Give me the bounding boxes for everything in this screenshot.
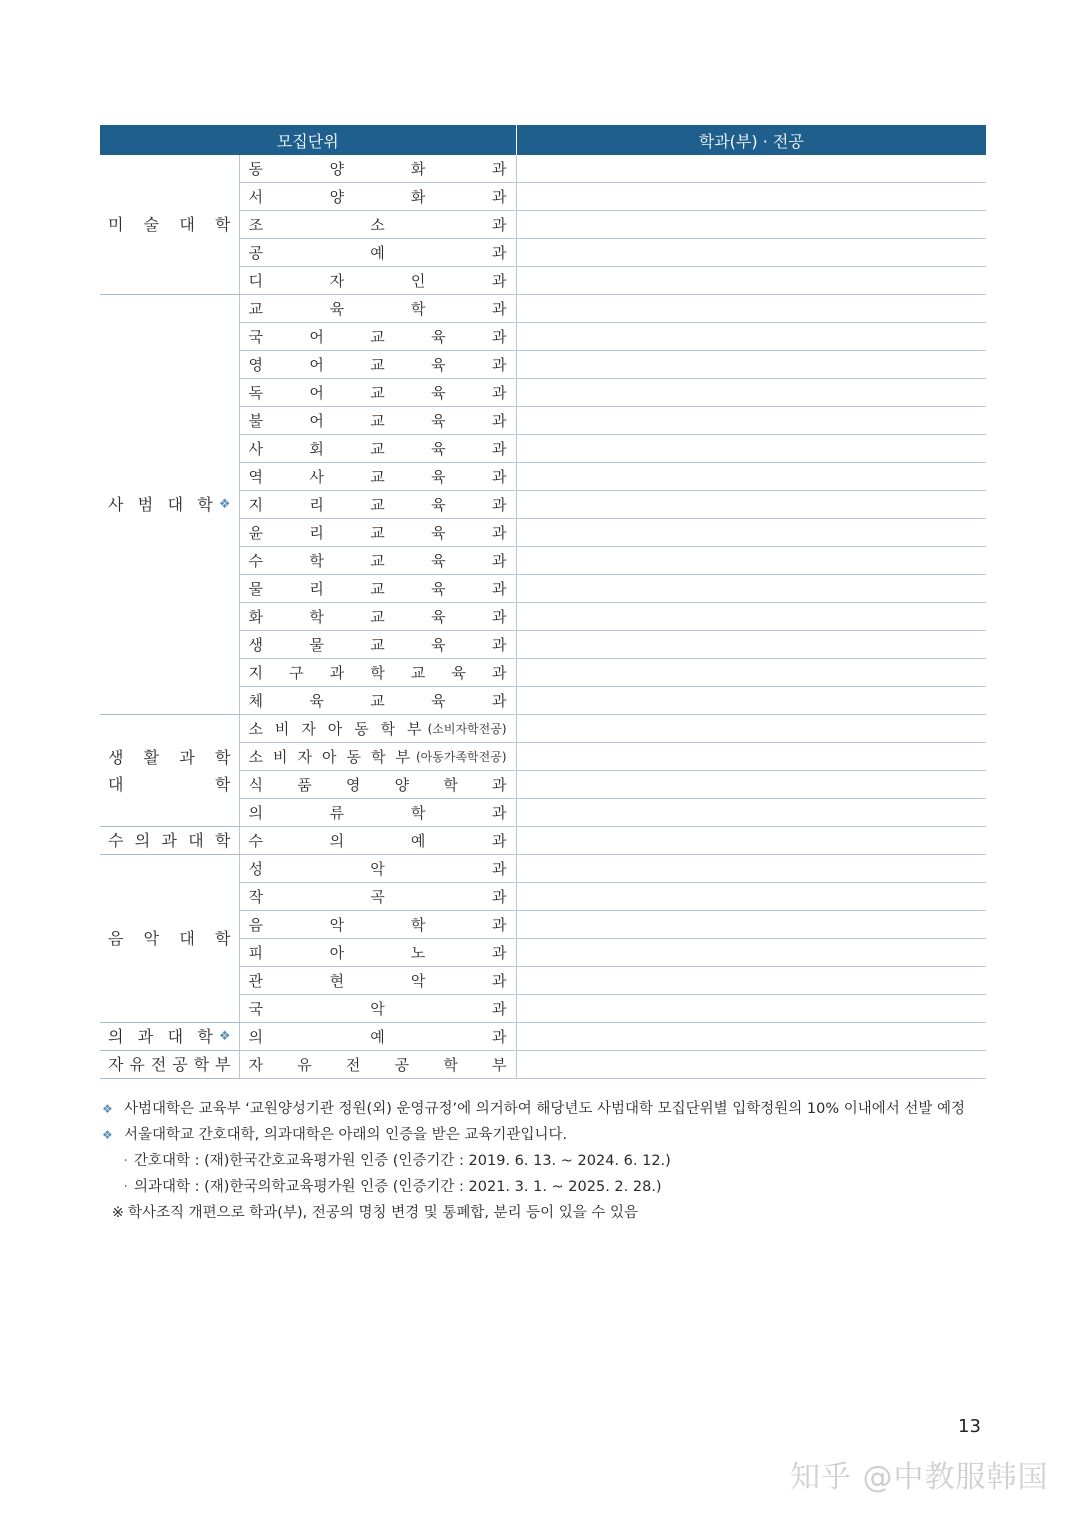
department-cell [239,435,516,463]
department-cell [239,603,516,631]
department-name: 음 악 학 과 [248,916,507,934]
college-name: 의 과 대 학 [108,1027,213,1046]
middle-dot-icon: · [123,1179,128,1195]
note-2-sub-2-text: 의과대학 : (재)한국의학교육평가원 인증 (인증기간 : 2021. 3. 1. ~ 2025. 2. 28.) [134,1179,662,1195]
department-name: 서 양 화 과 [248,188,507,206]
college-cell [100,155,239,295]
table-row [100,295,986,323]
major-cell [516,659,986,687]
college-name: 미 술 대 학 [108,215,231,234]
major-cell [516,267,986,295]
college-name: 수 의 과 대 학 [108,831,231,850]
department-cell [239,463,516,491]
department-name: 화 학 교 육 과 [248,608,507,626]
department-name [249,746,507,767]
note-2-sub-2 [102,1174,1002,1200]
major-cell [516,575,986,603]
table-row [100,855,986,883]
major-cell [516,603,986,631]
college-cell [100,827,239,855]
department-cell [239,491,516,519]
department-name: 지 구 과 학 교 육 과 [248,664,507,682]
department-cell [239,715,516,743]
department-cell [239,155,516,183]
department-cell [239,267,516,295]
table-row [100,827,986,855]
major-cell [516,827,986,855]
major-cell [516,379,986,407]
major-cell [516,463,986,491]
department-cell [239,407,516,435]
major-cell [516,883,986,911]
college-name [108,744,231,798]
department-name: 피 아 노 과 [248,944,507,962]
department-cell [239,995,516,1023]
department-cell [239,659,516,687]
major-cell [516,491,986,519]
table-header-row [100,125,986,155]
college-name-row [108,491,231,518]
note-2-sub-1-text: 간호대학 : (재)한국간호교육평가원 인증 (인증기간 : 2019. 6. 13. ~ 2024. 6. 12.) [134,1153,671,1169]
table-row [100,1023,986,1051]
college-name-row [108,827,231,854]
note-2-text: 서울대학교 간호대학, 의과대학은 아래의 인증을 받은 교육기관입니다. [124,1127,568,1143]
department-name: 동 양 화 과 [248,160,507,178]
major-cell [516,435,986,463]
college-cell [100,1051,239,1079]
department-cell [239,1051,516,1079]
college-name-line-1: 생 활 과 학 [108,747,231,767]
major-cell [516,1023,986,1051]
page-number: 13 [958,1416,981,1437]
major-cell [516,799,986,827]
major-cell [516,687,986,715]
diamond-mark-icon: ❖ [218,497,231,512]
department-cell [239,743,516,771]
department-name: 영 어 교 육 과 [248,356,507,374]
table-row [100,715,986,743]
college-name-row [108,1051,231,1078]
middle-dot-icon: · [123,1153,128,1169]
department-name: 역 사 교 육 과 [248,468,507,486]
department-cell [239,239,516,267]
department-cell [239,1023,516,1051]
department-cell [239,211,516,239]
major-cell [516,183,986,211]
college-name: 음 악 대 학 [108,929,231,948]
department-name: 사 회 교 육 과 [248,440,507,458]
table-row [100,1051,986,1079]
department-name: 의 예 과 [248,1028,507,1046]
header-major: 학과(부) · 전공 [516,125,986,155]
note-2 [102,1122,1002,1148]
college-name-row [108,1023,231,1050]
major-cell [516,155,986,183]
college-name: 사 범 대 학 [108,495,213,514]
department-track: (소비자학전공) [427,722,507,736]
department-name: 불 어 교 육 과 [248,412,507,430]
department-name: 수 의 예 과 [248,832,507,850]
department-name: 작 곡 과 [248,888,507,906]
department-name: 조 소 과 [248,216,507,234]
major-cell [516,631,986,659]
header-unit: 모집단위 [100,125,516,155]
major-cell [516,771,986,799]
college-cell [100,295,239,715]
major-cell [516,295,986,323]
note-1-text: 사범대학은 교육부 ‘교원양성기관 정원(외) 운영규정’에 의거하여 해당년도 사범대학 모집단위별 입학정원의 10% 이내에서 선발 예정 [124,1101,966,1117]
department-cell [239,295,516,323]
department-track: (아동가족학전공) [416,750,507,764]
department-name: 자 유 전 공 학 부 [248,1056,507,1074]
department-cell [239,911,516,939]
watermark: 知乎 @中教服韩国 [790,1460,1049,1495]
college-name-row [108,925,231,952]
note-2-sub-1 [102,1148,1002,1174]
note-3 [102,1200,1002,1226]
department-name: 체 육 교 육 과 [248,692,507,710]
major-cell [516,351,986,379]
department-cell [239,575,516,603]
diamond-bullet-icon: ❖ [102,1102,113,1116]
department-name: 공 예 과 [248,244,507,262]
department-name: 성 악 과 [248,860,507,878]
major-cell [516,519,986,547]
department-name: 수 학 교 육 과 [248,552,507,570]
department-name: 식 품 영 양 학 과 [248,776,507,794]
department-cell [239,519,516,547]
department-name [249,718,507,739]
major-cell [516,239,986,267]
diamond-mark-icon: ❖ [218,1029,231,1044]
department-cell [239,687,516,715]
college-name-line-2: 대 학 [108,774,231,794]
college-cell [100,855,239,1023]
department-cell [239,827,516,855]
major-cell [516,1051,986,1079]
college-cell [100,1023,239,1051]
major-cell [516,967,986,995]
major-cell [516,715,986,743]
note-1 [102,1096,1002,1122]
department-main: 소 비 자 아 동 학 부 [248,720,422,738]
department-cell [239,771,516,799]
department-cell [239,547,516,575]
major-cell [516,855,986,883]
diamond-bullet-icon: ❖ [102,1128,113,1142]
major-cell [516,939,986,967]
major-cell [516,323,986,351]
department-name: 국 악 과 [248,1000,507,1018]
table-row [100,155,986,183]
admission-unit-table [100,125,986,1079]
major-cell [516,743,986,771]
department-cell [239,323,516,351]
department-name: 윤 리 교 육 과 [248,524,507,542]
department-name: 국 어 교 육 과 [248,328,507,346]
department-cell [239,855,516,883]
department-cell [239,379,516,407]
department-name: 디 자 인 과 [248,272,507,290]
department-name: 독 어 교 육 과 [248,384,507,402]
department-name: 지 리 교 육 과 [248,496,507,514]
reference-mark-icon: ※ [111,1205,124,1221]
college-cell [100,715,239,827]
department-cell [239,799,516,827]
department-name: 물 리 교 육 과 [248,580,507,598]
major-cell [516,995,986,1023]
major-cell [516,407,986,435]
department-name: 관 현 악 과 [248,972,507,990]
department-name: 교 육 학 과 [248,300,507,318]
department-cell [239,631,516,659]
department-cell [239,967,516,995]
college-name-row [108,211,231,238]
major-cell [516,911,986,939]
department-name: 의 류 학 과 [248,804,507,822]
department-cell [239,939,516,967]
note-3-text: 학사조직 개편으로 학과(부), 전공의 명칭 변경 및 통폐합, 분리 등이 있을 수 있음 [128,1205,639,1221]
major-cell [516,547,986,575]
department-cell [239,183,516,211]
department-cell [239,883,516,911]
college-name: 자 유 전 공 학 부 [108,1055,231,1074]
department-cell [239,351,516,379]
footnotes [102,1096,1002,1226]
department-name: 생 물 교 육 과 [248,636,507,654]
department-main: 소 비 자 아 동 학 부 [248,748,410,766]
major-cell [516,211,986,239]
